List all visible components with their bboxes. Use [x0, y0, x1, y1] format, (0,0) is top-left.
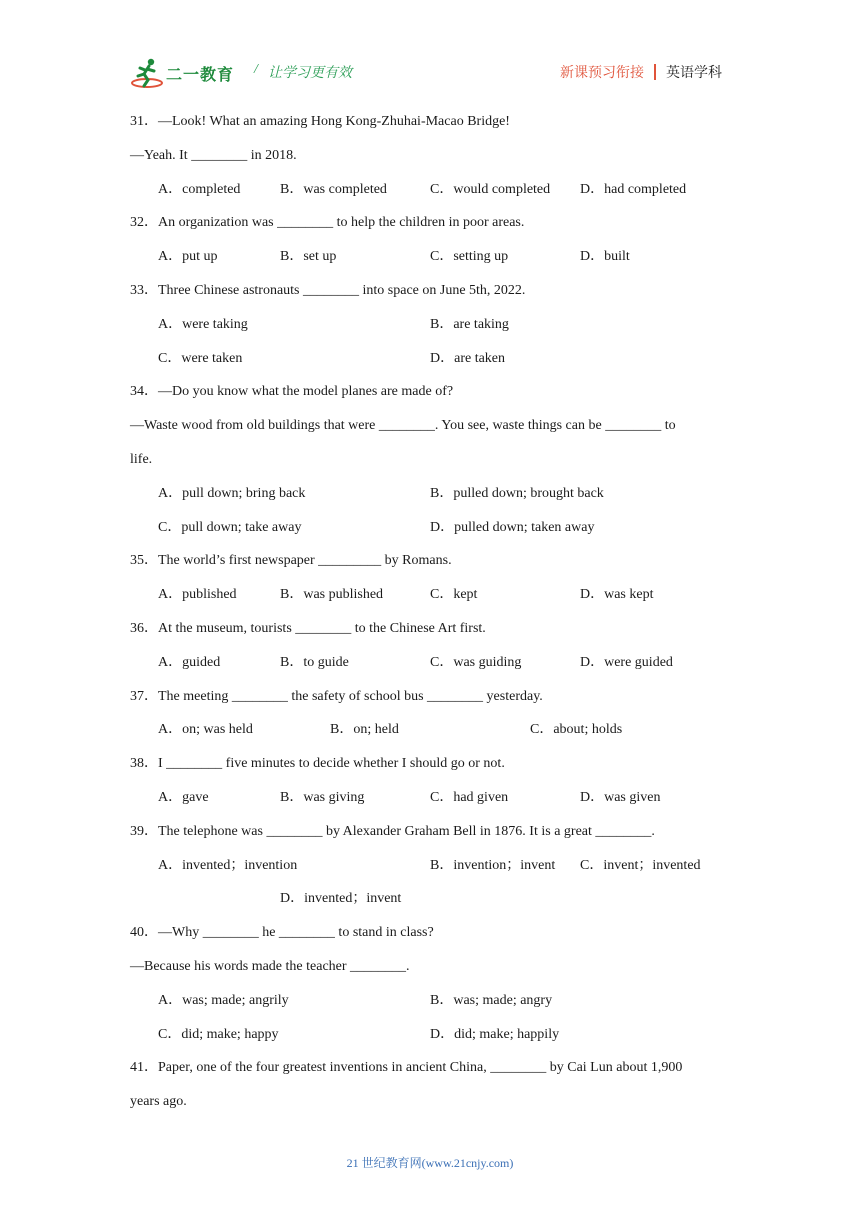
option-row [130, 480, 740, 514]
answer-option: D．were guided [580, 654, 673, 670]
answer-option: D．pulled down; taken away [430, 519, 595, 535]
answer-option: B．invention；invent [430, 857, 556, 873]
question-text: 32．An organization was ________ to help the children in poor areas. [130, 215, 525, 231]
answer-option: C．were taken [158, 350, 243, 366]
answer-option: A．invented；invention [158, 857, 298, 873]
answer-option: C．about; holds [530, 722, 623, 738]
option-row [130, 649, 740, 683]
option-row [130, 311, 740, 345]
option-row [130, 784, 740, 818]
answer-option: B．to guide [280, 654, 349, 670]
option-row [130, 987, 740, 1021]
question-text: 39．The telephone was ________ by Alexander Graham Bell in 1876. It is a great ________. [130, 823, 655, 839]
answer-option: A．gave [158, 789, 209, 805]
answer-option: D．was given [580, 789, 661, 805]
answer-option: C．kept [430, 587, 478, 603]
answer-option: D．are taken [430, 350, 506, 366]
answer-option: B．was; made; angry [430, 992, 553, 1008]
option-row [130, 852, 740, 886]
answer-option: A．completed [158, 181, 241, 197]
question-text: life. [130, 451, 153, 467]
runner-logo-icon [130, 56, 164, 90]
answer-option: B．pulled down; brought back [430, 485, 604, 501]
answer-option: C．would completed [430, 181, 551, 197]
answer-option: A．guided [158, 654, 221, 670]
answer-option: D．had completed [580, 181, 687, 197]
answer-option: A．were taking [158, 316, 248, 332]
option-row [130, 1021, 740, 1055]
answer-option: C．invent；invented [580, 857, 701, 873]
answer-option: A．on; was held [158, 722, 253, 738]
header-divider [654, 64, 656, 80]
answer-option: D．invented；invent [280, 891, 402, 907]
page-footer: 21 世纪教育网(www.21cnjy.com) [346, 1156, 514, 1170]
answer-option: D．was kept [580, 587, 654, 603]
answer-option: A．put up [158, 249, 218, 265]
answer-option: C．did; make; happy [158, 1026, 279, 1042]
answer-option: C．setting up [430, 249, 509, 265]
course-label: 新课预习衔接 [560, 65, 644, 81]
page-header [0, 0, 860, 100]
question-text: 34．—Do you know what the model planes are made of? [130, 384, 454, 400]
question-text: 35．The world’s first newspaper _________ by Romans. [130, 553, 452, 569]
answer-option: D．did; make; happily [430, 1026, 560, 1042]
logo-text: 二一教育 [166, 64, 235, 84]
question-text: —Waste wood from old buildings that were ________. You see, waste things can be ________ to [130, 418, 676, 434]
answer-option: B．are taking [430, 316, 509, 332]
option-row [130, 345, 740, 379]
answer-option: B．set up [280, 249, 337, 265]
question-text: —Because his words made the teacher ________. [130, 958, 410, 974]
answer-option: B．was completed [280, 181, 387, 197]
header-course-info [560, 62, 722, 82]
question-text: 31．—Look! What an amazing Hong Kong-Zhuhai-Macao Bridge! [130, 114, 510, 129]
answer-option: A．published [158, 587, 237, 603]
answer-option: C．pull down; take away [158, 519, 302, 535]
logo [130, 56, 234, 90]
answer-option: C．had given [430, 789, 509, 805]
question-list [130, 108, 740, 1122]
answer-option: A．pull down; bring back [158, 485, 306, 501]
question-text: years ago. [130, 1094, 187, 1110]
option-row [130, 716, 740, 750]
answer-option: B．was giving [280, 789, 365, 805]
option-row [130, 514, 740, 548]
answer-option: B．on; held [330, 722, 399, 738]
subject-label: 英语学科 [666, 65, 722, 81]
question-text: 40．—Why ________ he ________ to stand in class? [130, 925, 434, 941]
option-row [130, 243, 740, 277]
answer-option: B．was published [280, 587, 384, 603]
question-text: 33．Three Chinese astronauts ________ into space on June 5th, 2022. [130, 282, 526, 298]
question-text: 36．At the museum, tourists ________ to the Chinese Art first. [130, 620, 486, 636]
slogan-separator: / [254, 62, 258, 77]
question-text: 37．The meeting ________ the safety of school bus ________ yesterday. [130, 688, 543, 704]
slogan: 让学习更有效 [268, 65, 352, 81]
answer-option: D．built [580, 249, 630, 265]
answer-option: A．was; made; angrily [158, 992, 289, 1008]
option-row [130, 885, 740, 919]
answer-option: C．was guiding [430, 654, 522, 670]
question-text: 41．Paper, one of the four greatest inventions in ancient China, ________ by Cai Lun about 1,900 [130, 1060, 683, 1076]
question-text: 38．I ________ five minutes to decide whether I should go or not. [130, 756, 505, 772]
option-row [130, 581, 740, 615]
option-row [130, 176, 740, 210]
question-text: —Yeah. It ________ in 2018. [130, 147, 297, 163]
